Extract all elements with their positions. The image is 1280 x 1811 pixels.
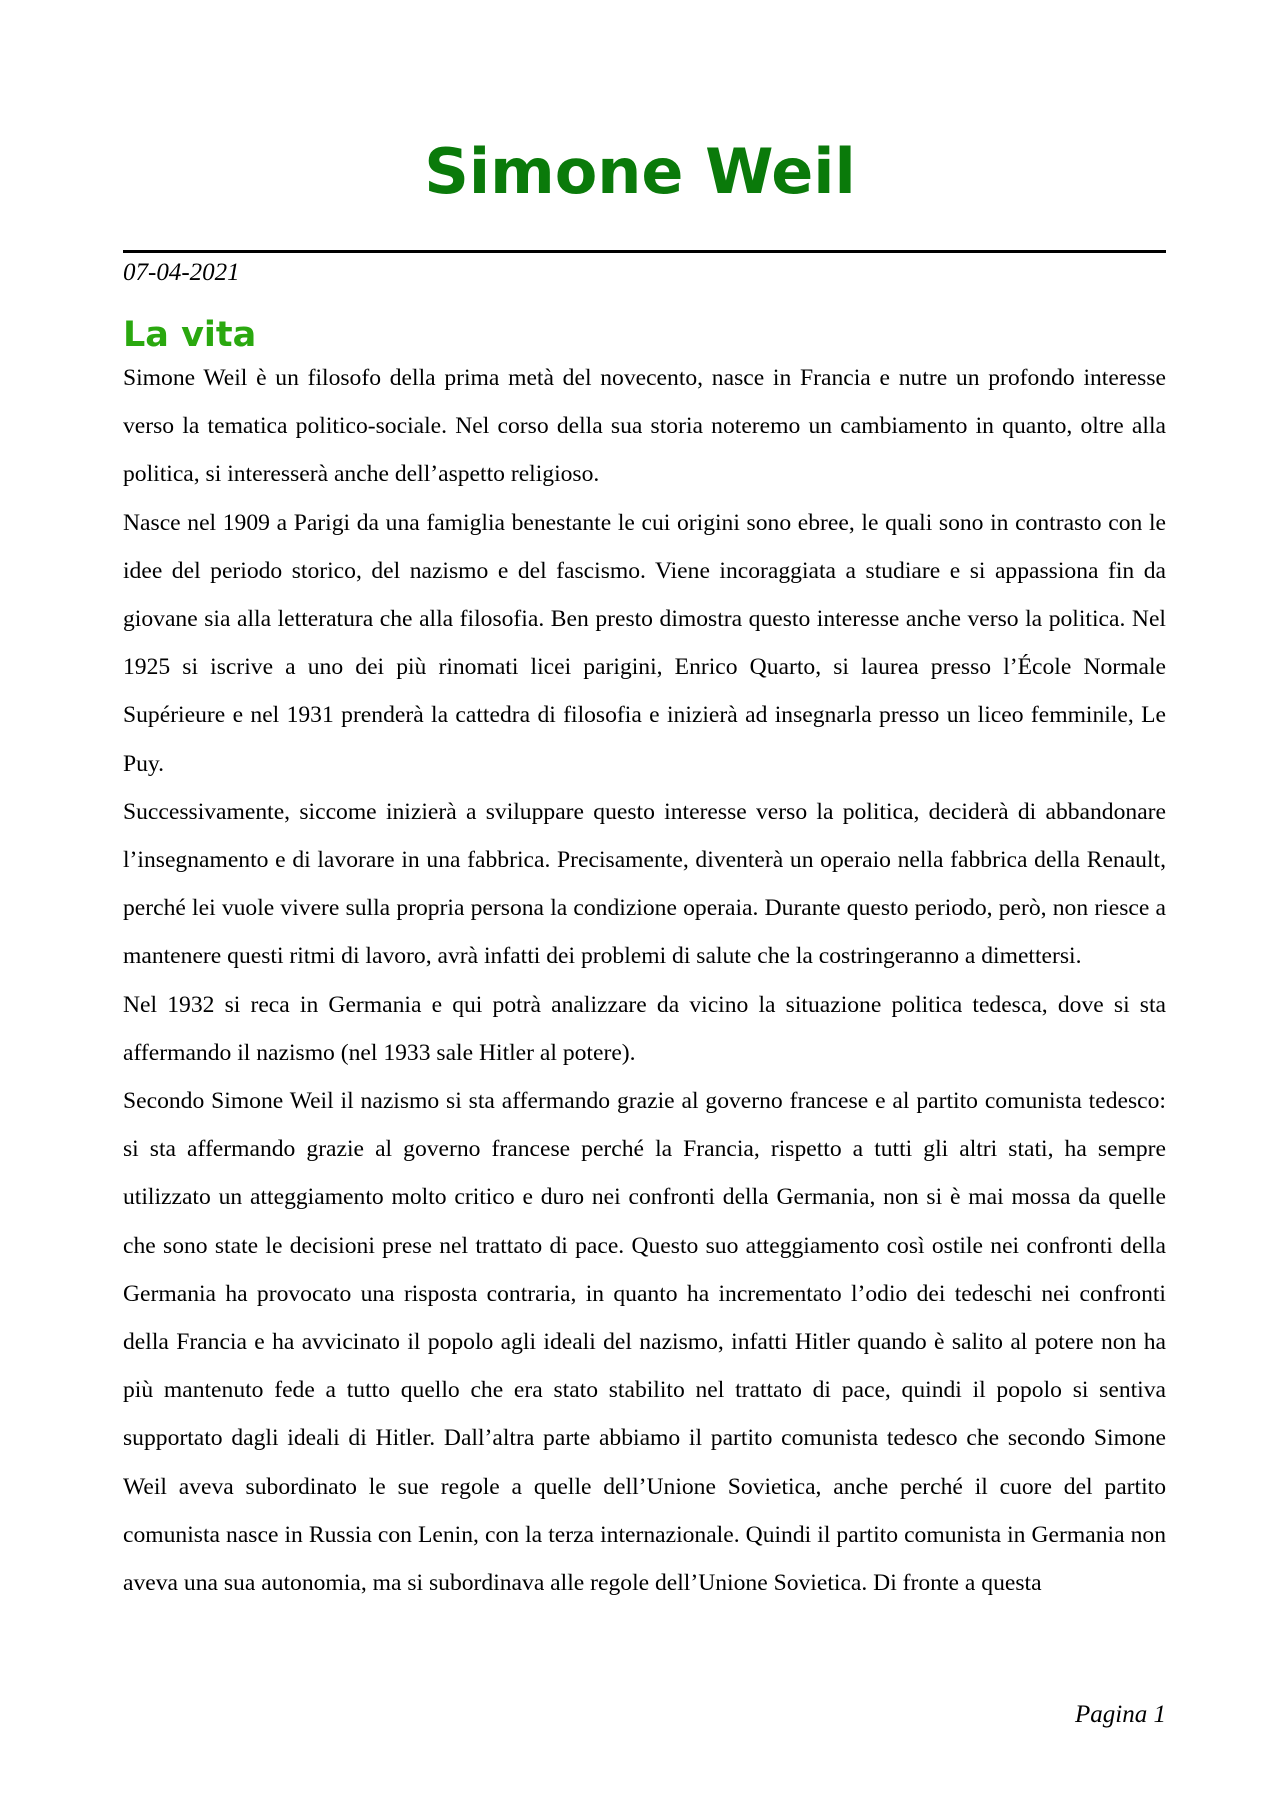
document-date: 07-04-2021 [123, 259, 240, 286]
document-title: Simone Weil [424, 135, 856, 208]
section-heading: La vita [123, 315, 257, 355]
paragraph-1: Simone Weil è un filosofo della prima metà del novecento, nasce in Francia e nutre un profondo interesse verso la tematica politico-sociale. Nel corso della sua storia noteremo un cambiamento in quanto, oltre alla politica, si interesserà anche dell’aspetto religioso. [123, 365, 1166, 488]
page-number: Pagina 1 [1075, 1701, 1166, 1728]
title-divider [123, 250, 1166, 253]
paragraph-4: Nel 1932 si reca in Germania e qui potrà analizzare da vicino la situazione politica tedesca, dove si sta affermando il nazismo (nel 1933 sale Hitler al potere). [123, 991, 1166, 1066]
paragraph-3: Successivamente, siccome inizierà a sviluppare questo interesse verso la politica, deciderà di abbandonare l’insegnamento e di lavorare in una fabbrica. Precisamente, diventerà un operaio nella fabbrica della Renault, perché lei vuole vivere sulla propria persona la condizione operaia. Durante questo periodo, però, non riesce a mantenere questi ritmi di lavoro, avrà infatti dei problemi di salute che la costringeranno a dimettersi. [123, 798, 1166, 970]
paragraph-2: Nasce nel 1909 a Parigi da una famiglia benestante le cui origini sono ebree, le quali sono in contrasto con le idee del periodo storico, del nazismo e del fascismo. Viene incoraggiata a studiare e si appassiona fin da giovane sia alla letteratura che alla filosofia. Ben presto dimostra questo interesse anche verso la politica. Nel 1925 si iscrive a uno dei più rinomati licei parigini, Enrico Quarto, si laurea presso l’École Normale Supérieure e nel 1931 prenderà la cattedra di filosofia e inizierà ad insegnarla presso un liceo femminile, Le Puy. [123, 509, 1166, 777]
paragraph-5: Secondo Simone Weil il nazismo si sta affermando grazie al governo francese e al partito comunista tedesco: si sta affermando grazie al governo francese perché la Francia, rispetto a tutti gli altri stati, ha sempre utilizzato un atteggiamento molto critico e duro nei confronti della Germania, non si è mai mossa da quelle che sono state le decisioni prese nel trattato di pace. Questo suo atteggiamento così ostile nei confronti della Germania ha provocato una risposta contraria, in quanto ha incrementato l’odio dei tedeschi nei confronti della Francia e ha avvicinato il popolo agli ideali del nazismo, infatti Hitler quando è salito al potere non ha più mantenuto fede a tutto quello che era stato stabilito nel trattato di pace, quindi il popolo si sentiva supportato dagli ideali di Hitler. Dall’altra parte abbiamo il partito comunista tedesco che secondo Simone Weil aveva subordinato le sue regole a quelle dell’Unione Sovietica, anche perché il cuore del partito comunista nasce in Russia con Lenin, con la terza internazionale. Quindi il partito comunista in Germania non aveva una sua autonomia, ma si subordinava alle regole dell’Unione Sovietica. Di fronte a questa [123, 1088, 1166, 1597]
body-text [123, 354, 1166, 1704]
